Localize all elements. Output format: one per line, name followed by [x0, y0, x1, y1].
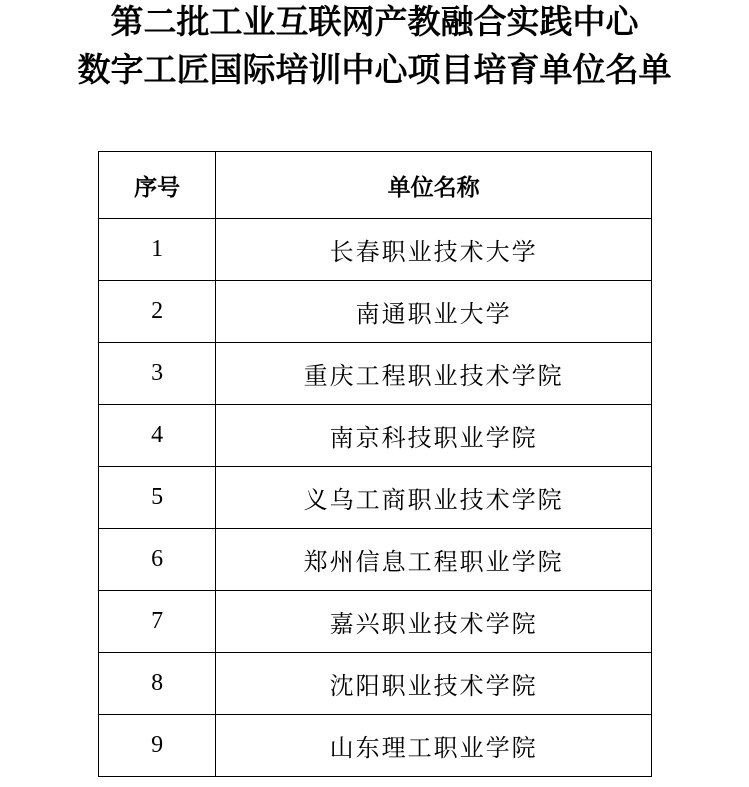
row-index: 8 — [99, 653, 216, 715]
table-header-row — [99, 152, 652, 219]
row-index: 6 — [99, 529, 216, 591]
header-index: 序号 — [99, 152, 216, 219]
table-row — [99, 219, 652, 281]
row-index: 1 — [99, 219, 216, 281]
table-row — [99, 281, 652, 343]
row-unit-name: 长春职业技术大学 — [216, 219, 652, 281]
row-index: 2 — [99, 281, 216, 343]
document-title-line-1: 第二批工业互联网产教融合实践中心 — [110, 2, 639, 41]
row-index: 3 — [99, 343, 216, 405]
row-unit-name: 重庆工程职业技术学院 — [216, 343, 652, 405]
unit-list-table — [98, 151, 652, 777]
row-unit-name: 南京科技职业学院 — [216, 405, 652, 467]
header-unit-name: 单位名称 — [216, 152, 652, 219]
row-index: 7 — [99, 591, 216, 653]
table-row — [99, 715, 652, 777]
row-unit-name: 山东理工职业学院 — [216, 715, 652, 777]
document-title-line-2: 数字工匠国际培训中心项目培育单位名单 — [77, 50, 672, 89]
row-index: 9 — [99, 715, 216, 777]
row-unit-name: 南通职业大学 — [216, 281, 652, 343]
table-row — [99, 529, 652, 591]
table-row — [99, 467, 652, 529]
table-row — [99, 591, 652, 653]
row-unit-name: 嘉兴职业技术学院 — [216, 591, 652, 653]
row-unit-name: 郑州信息工程职业学院 — [216, 529, 652, 591]
row-index: 4 — [99, 405, 216, 467]
row-unit-name: 沈阳职业技术学院 — [216, 653, 652, 715]
table-row — [99, 343, 652, 405]
table-row — [99, 653, 652, 715]
row-index: 5 — [99, 467, 216, 529]
table-row — [99, 405, 652, 467]
row-unit-name: 义乌工商职业技术学院 — [216, 467, 652, 529]
